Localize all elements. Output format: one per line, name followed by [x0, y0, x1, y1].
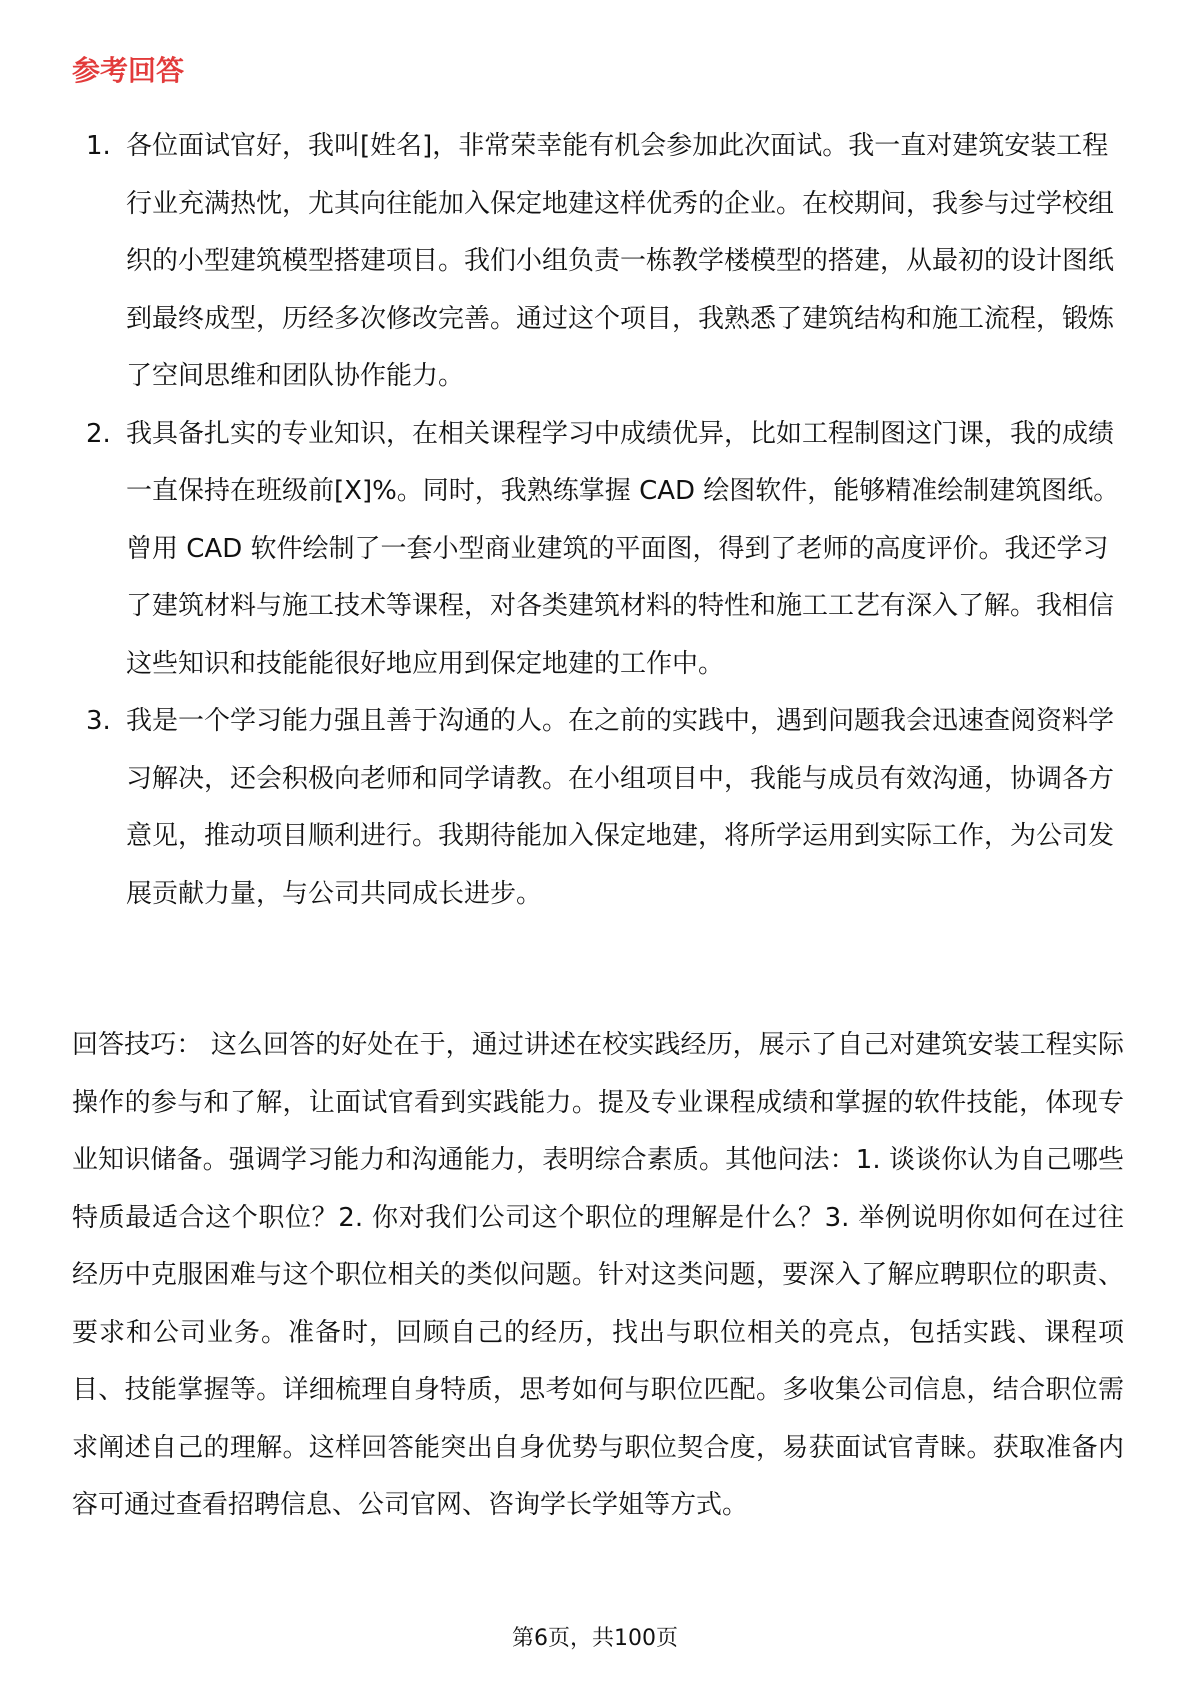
answer-item-1 — [72, 118, 1122, 406]
page-number-footer: 第6页，共100页 — [512, 1626, 678, 1651]
answer-item-3 — [72, 693, 1122, 923]
answer-text: 我是一个学习能力强且善于沟通的人。在之前的实践中，遇到问题我会迅速查阅资料学习解决，还会积极向老师和同学请教。在小组项目中，我能与成员有效沟通，协调各方意见，推动项目顺利进行。我期待能加入保定地建，将所学运用到实际工作，为公司发展贡献力量，与公司共同成长进步。 — [126, 706, 1115, 909]
section-heading: 参考回答 — [72, 54, 185, 87]
answer-text: 我具备扎实的专业知识，在相关课程学习中成绩优异，比如工程制图这门课，我的成绩一直保持在班级前[X]%。同时，我熟练掌握 CAD 绘图软件，能够精准绘制建筑图纸。曾用 CAD 软件绘制了一套小型商业建筑的平面图，得到了老师的高度评价。我还学习了建筑材料与施工技术等课程，对各类建筑材料的特性和施工工艺有深入了解。我相信这些知识和技能能很好地应用到保定地建的工作中。 — [126, 418, 1120, 679]
answer-text: 各位面试官好，我叫[姓名]，非常荣幸能有机会参加此次面试。我一直对建筑安装工程行业充满热忱，尤其向往能加入保定地建这样优秀的企业。在校期间，我参与过学校组织的小型建筑模型搭建项目。我们小组负责一栋教学楼模型的搭建，从最初的设计图纸到最终成型，历经多次修改完善。通过这个项目，我熟悉了建筑结构和施工流程，锻炼了空间思维和团队协作能力。 — [126, 131, 1115, 391]
answer-number: 1. — [86, 131, 111, 161]
answer-number: 3. — [86, 706, 111, 736]
answer-item-2 — [72, 406, 1122, 694]
answer-tips-paragraph: 回答技巧： 这么回答的好处在于，通过讲述在校实践经历，展示了自己对建筑安装工程实际操作的参与和了解，让面试官看到实践能力。提及专业课程成绩和掌握的软件技能，体现专业知识储备。强调学习能力和沟通能力，表明综合素质。其他问法：1. 谈谈你认为自己哪些特质最适合这个职位？2. 你对我们公司这个职位的理解是什么？3. 举例说明你如何在过往经历中克服困难与这个职位相关的类似问题。针对这类问题，要深入了解应聘职位的职责、要求和公司业务。准备时，回顾自己的经历，找出与职位相关的亮点，包括实践、课程项目、技能掌握等。详细梳理自身特质，思考如何与职位匹配。多收集公司信息，结合职位需求阐述自己的理解。这样回答能突出自身优势与职位契合度，易获面试官青睐。获取准备内容可通过查看招聘信息、公司官网、咨询学长学姐等方式。 — [72, 1030, 1124, 1520]
answer-number: 2. — [86, 418, 111, 449]
answer-list — [72, 118, 1122, 923]
